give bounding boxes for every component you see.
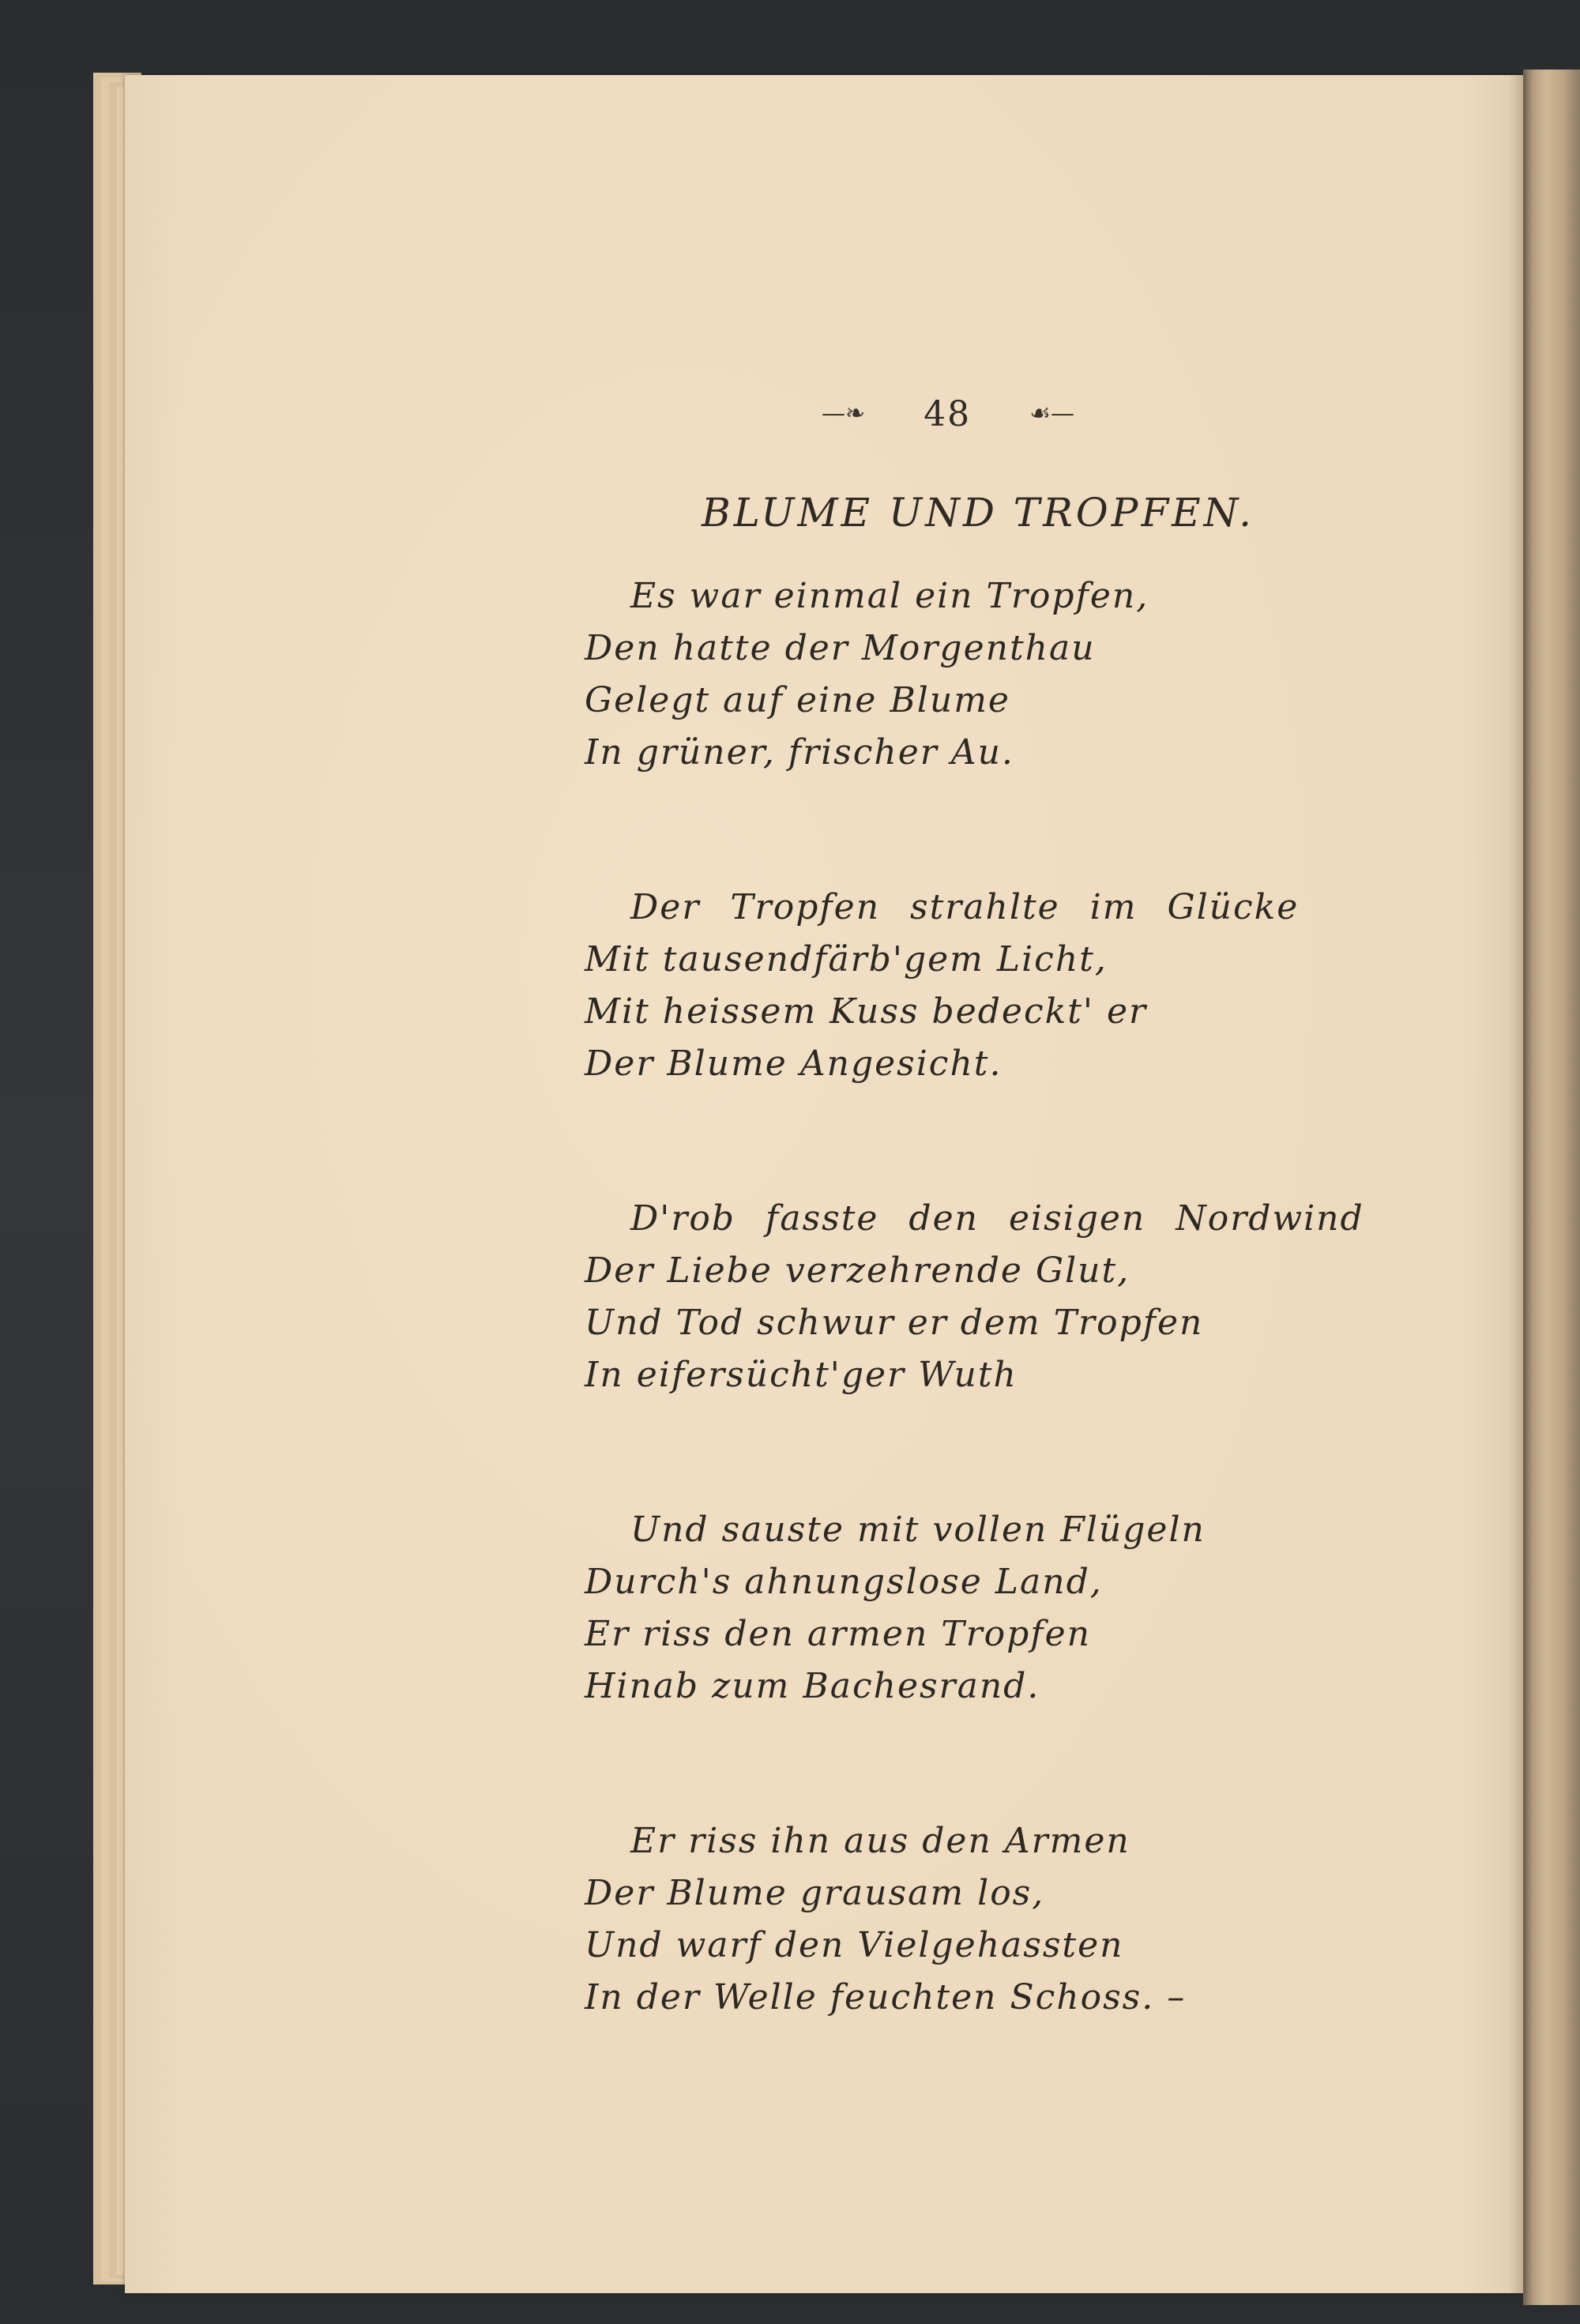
stanza-4 [585, 1504, 1454, 1713]
gutter-shadow [1509, 75, 1526, 2293]
poem-line: In grüner, frischer Au. [585, 732, 1014, 773]
ornament-right-icon: ☙— [1029, 400, 1074, 427]
poem-line: Den hatte der Morgenthau [585, 628, 1096, 668]
poem-line: Und Tod schwur er dem Tropfen [585, 1303, 1204, 1343]
page-number: 48 [924, 393, 972, 434]
poem-line: Der Blume grausam los, [585, 1873, 1045, 1913]
poem-line: In der Welle feuchten Schoss. – [585, 1977, 1187, 2018]
stanza-5 [585, 1815, 1454, 2024]
stanza-2 [585, 882, 1454, 1090]
poem-line: Mit heissem Kuss bedeckt' er [585, 991, 1148, 1032]
ornament-left-icon: —❧ [822, 400, 866, 427]
poem-line: D'rob fasste den eisigen Nordwind [630, 1198, 1364, 1239]
stanza-1 [585, 570, 1454, 779]
poem-line: Er riss ihn aus den Armen [630, 1821, 1130, 1861]
poem-body [585, 570, 1454, 2127]
poem-line: Er riss den armen Tropfen [585, 1614, 1091, 1654]
page-header [822, 390, 1074, 438]
poem-line: Gelegt auf eine Blume [585, 680, 1010, 720]
poem-line: Und sauste mit vollen Flügeln [630, 1510, 1206, 1550]
poem-line: Der Liebe verzehrende Glut, [585, 1250, 1130, 1291]
poem-line: Und warf den Vielgehassten [585, 1925, 1124, 1965]
poem-title: BLUME UND TROPFEN. [702, 490, 1255, 536]
poem-line: In eifersücht'ger Wuth [585, 1355, 1018, 1395]
poem-line: Der Blume Angesicht. [585, 1044, 1003, 1084]
stanza-3 [585, 1193, 1454, 1401]
poem-line: Mit tausendfärb'gem Licht, [585, 939, 1108, 980]
poem-line: Der Tropfen strahlte im Glücke [630, 887, 1300, 927]
poem-line: Hinab zum Bachesrand. [585, 1666, 1040, 1706]
book-spine [1523, 70, 1580, 2305]
poem-line: Durch's ahnungslose Land, [585, 1562, 1103, 1602]
poem-line: Es war einmal ein Tropfen, [630, 576, 1149, 616]
